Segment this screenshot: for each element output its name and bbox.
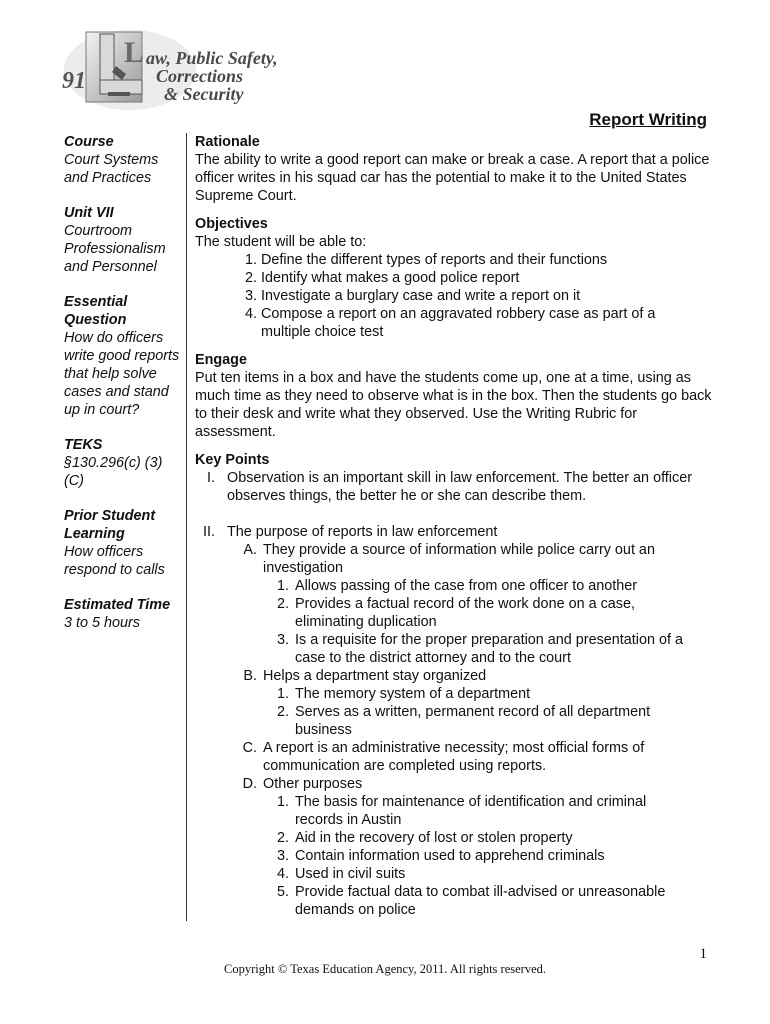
sub-item [195, 793, 715, 829]
sidebar-prior-learning [64, 507, 182, 579]
objective-item [195, 251, 715, 269]
sub-letter: D. [242, 776, 257, 792]
sidebar-label: Prior Student Learning [64, 508, 156, 542]
sub-text: Other purposes [263, 776, 363, 792]
engage-text: Put ten items in a box and have the students come up, one at a time, using as much time as they need to observe what is in the box. Then the students go back to their desk and write what they observed. Use the Writing Rubric for assessment. [195, 370, 712, 440]
sub-item [195, 685, 715, 703]
sub-item-text: Provides a factual record of the work done on a case, eliminating duplication [295, 596, 635, 630]
sub-item [195, 631, 715, 667]
sub-item-number: 3. [276, 632, 289, 648]
logo-line-2: Corrections [156, 66, 244, 86]
key-point-sub [195, 541, 715, 577]
sub-item-number: 1. [276, 794, 289, 810]
sub-item-text: Allows passing of the case from one officer to another [295, 578, 638, 594]
key-points-heading: Key Points [195, 452, 270, 468]
sub-item [195, 883, 715, 919]
logo-line-1: aw, Public Safety, [146, 48, 278, 68]
engage-section [195, 351, 715, 441]
sidebar-label: Unit VII [64, 205, 114, 221]
sub-item [195, 829, 715, 847]
sidebar-estimated-time [64, 596, 182, 632]
sub-item-text: Contain information used to apprehend criminals [295, 848, 605, 864]
objective-number: 2. [244, 270, 257, 286]
key-point-number: II. [203, 524, 215, 540]
sidebar-label: Estimated Time [64, 597, 171, 613]
sidebar-label: TEKS [64, 437, 103, 453]
sub-letter: C. [242, 740, 257, 756]
key-point-sub [195, 667, 715, 685]
sub-item-text: Aid in the recovery of lost or stolen property [295, 830, 573, 846]
logo-line-3: & Security [164, 84, 244, 104]
sidebar-text: How do officers write good reports that help solve cases and stand up in court? [64, 330, 180, 418]
key-points-section [195, 451, 715, 919]
sidebar-unit [64, 204, 182, 276]
key-point-text: Observation is an important skill in law enforcement. The better an officer observes things, the better he or she can describe them. [227, 470, 692, 504]
key-point-item [195, 469, 715, 505]
sub-item-number: 1. [276, 686, 289, 702]
objective-text: Investigate a burglary case and write a report on it [261, 288, 581, 304]
sub-letter: B. [243, 668, 257, 684]
objective-text: Compose a report on an aggravated robbery case as part of a multiple choice test [261, 306, 656, 340]
key-point-number: I. [207, 470, 215, 486]
copyright-notice: Copyright © Texas Education Agency, 2011. All rights reserved. [224, 962, 546, 976]
sub-item-text: Serves as a written, permanent record of all department business [295, 704, 651, 738]
sidebar-text: How officers respond to calls [64, 544, 165, 578]
rationale-heading: Rationale [195, 134, 260, 150]
sidebar [64, 133, 182, 649]
sub-item [195, 595, 715, 631]
sidebar-label: Course [64, 134, 114, 150]
sub-item-text: Used in civil suits [295, 866, 406, 882]
objective-number: 4. [244, 306, 257, 322]
objectives-intro: The student will be able to: [195, 234, 367, 250]
page-title: Report Writing [589, 110, 707, 129]
engage-heading: Engage [195, 352, 247, 368]
objective-text: Define the different types of reports and their functions [261, 252, 608, 268]
sub-item [195, 847, 715, 865]
sub-item-number: 2. [276, 830, 289, 846]
logo [60, 22, 278, 112]
sub-item-number: 2. [276, 704, 289, 720]
sidebar-text: §130.296(c) (3)(C) [64, 455, 163, 489]
logo-letter: L [124, 36, 145, 69]
key-point-sub [195, 739, 715, 775]
sub-item [195, 577, 715, 595]
sidebar-essential-question [64, 293, 182, 419]
objective-item [195, 269, 715, 287]
sidebar-teks [64, 436, 182, 490]
objective-item [195, 287, 715, 305]
objective-number: 3. [244, 288, 257, 304]
sub-text: Helps a department stay organized [263, 668, 487, 684]
key-point-text: The purpose of reports in law enforcement [227, 524, 498, 540]
sidebar-text: Court Systems and Practices [64, 152, 159, 186]
objective-text: Identify what makes a good police report [261, 270, 520, 286]
sub-item-number: 5. [276, 884, 289, 900]
objectives-section [195, 215, 715, 341]
key-point-item [195, 523, 715, 541]
logo-number: 91 [62, 68, 86, 94]
sub-text: A report is an administrative necessity; most official forms of communication are completed using reports. [263, 740, 645, 774]
sub-item-number: 2. [276, 596, 289, 612]
sidebar-text: Courtroom Professionalism and Personnel [64, 223, 166, 275]
rationale-text: The ability to write a good report can make or break a case. A report that a police officer writes in his squad car has the potential to make it to the United States Supreme Court. [195, 152, 710, 204]
key-point-sub [195, 775, 715, 793]
sub-item-number: 3. [276, 848, 289, 864]
sub-item-text: The memory system of a department [295, 686, 531, 702]
sidebar-label: Essential Question [64, 294, 128, 328]
sub-item-number: 1. [276, 578, 289, 594]
sub-text: They provide a source of information while police carry out an investigation [263, 542, 655, 576]
main-content [195, 133, 715, 929]
objective-item [195, 305, 715, 341]
sub-letter: A. [243, 542, 257, 558]
column-divider [186, 133, 187, 921]
sub-item-text: Is a requisite for the proper preparation and presentation of a case to the district attorney and to the court [295, 632, 683, 666]
sub-item-text: The basis for maintenance of identification and criminal records in Austin [295, 794, 647, 828]
sidebar-course [64, 133, 182, 187]
objectives-heading: Objectives [195, 216, 268, 232]
sub-item [195, 865, 715, 883]
sub-item-text: Provide factual data to combat ill-advised or unreasonable demands on police [295, 884, 666, 918]
sub-item [195, 703, 715, 739]
objective-number: 1. [244, 252, 257, 268]
rationale-section [195, 133, 715, 205]
page-number: 1 [699, 946, 707, 962]
sidebar-text: 3 to 5 hours [64, 615, 141, 631]
sub-item-number: 4. [276, 866, 289, 882]
